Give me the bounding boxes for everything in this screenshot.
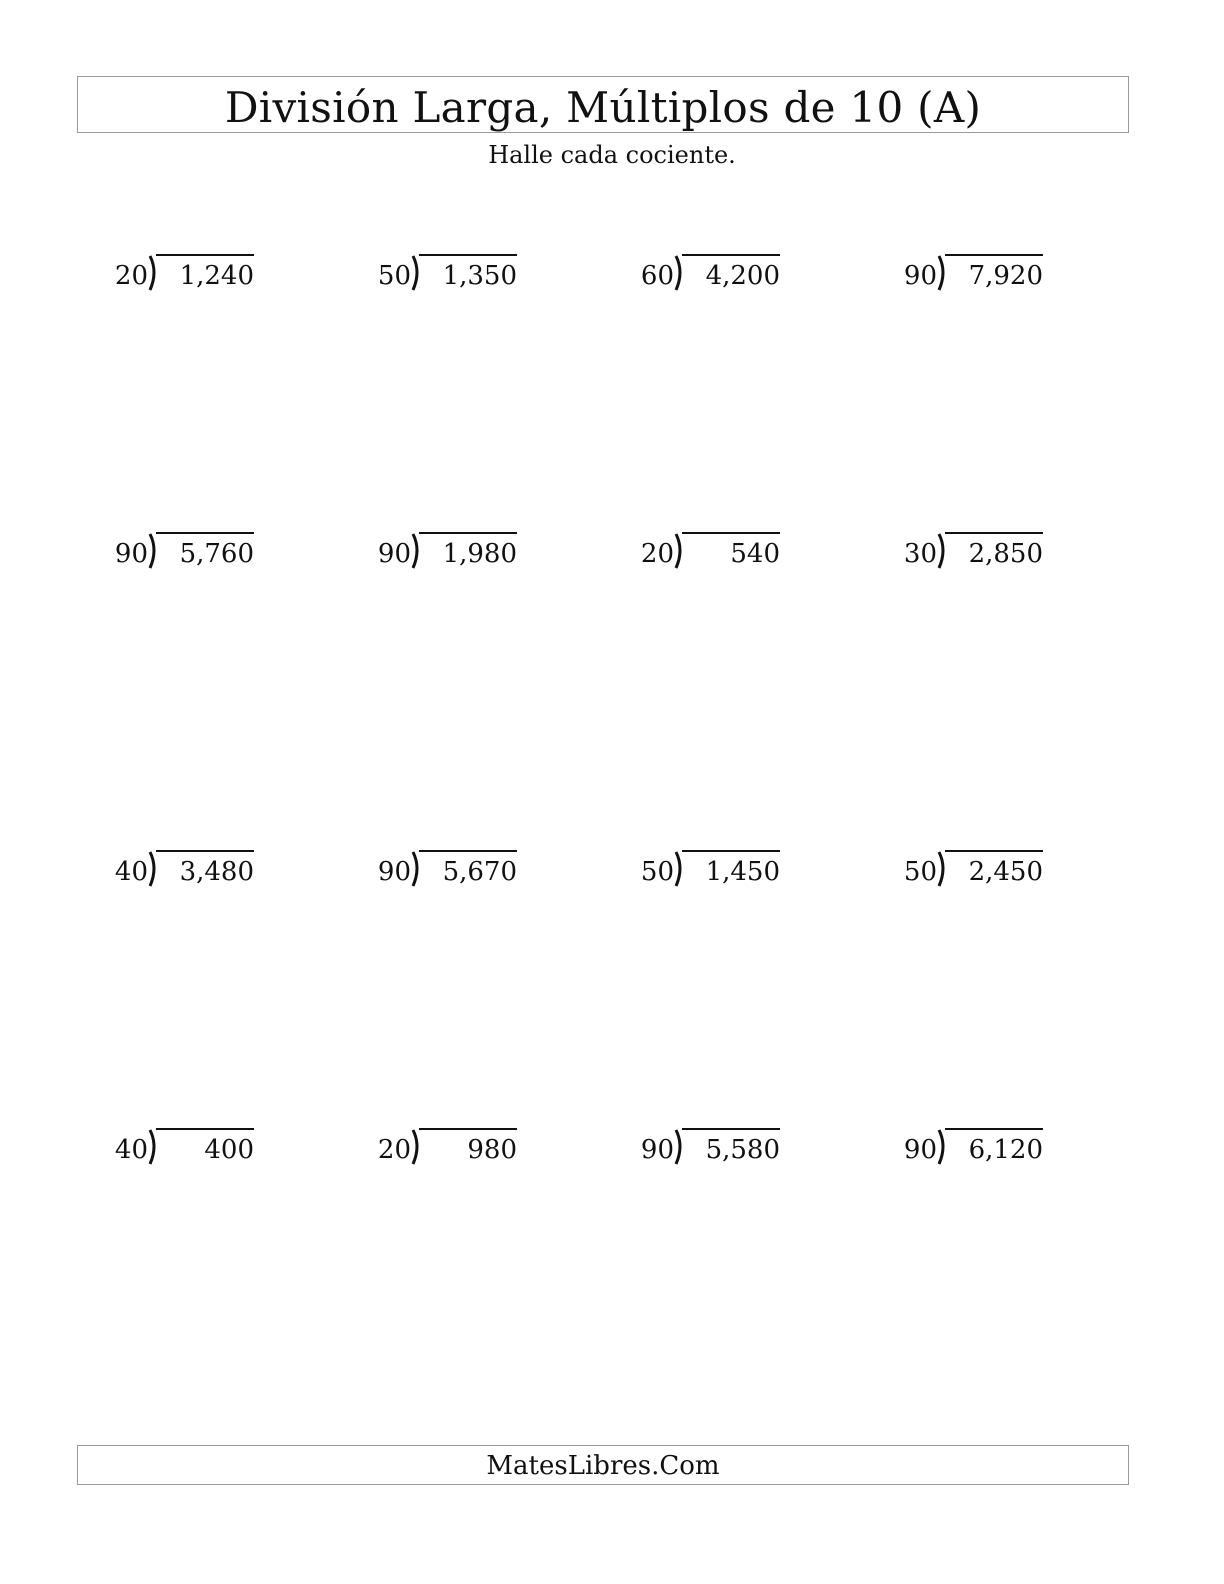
divisor: 40 — [114, 1135, 148, 1165]
divisor: 40 — [114, 857, 148, 887]
divisor: 20 — [114, 261, 148, 291]
dividend: 540 — [730, 539, 780, 569]
divisor: 50 — [640, 857, 674, 887]
division-bracket — [937, 532, 947, 572]
division-problem — [636, 1128, 796, 1172]
vinculum — [156, 254, 254, 256]
vinculum — [945, 1128, 1043, 1130]
division-bracket — [674, 254, 684, 294]
divisor: 90 — [377, 539, 411, 569]
dividend: 4,200 — [705, 261, 780, 291]
dividend: 980 — [467, 1135, 517, 1165]
dividend: 5,670 — [442, 857, 517, 887]
dividend: 1,350 — [442, 261, 517, 291]
division-bracket — [411, 532, 421, 572]
dividend: 1,450 — [705, 857, 780, 887]
page-title: División Larga, Múltiplos de 10 (A) — [224, 83, 982, 132]
dividend: 3,480 — [179, 857, 254, 887]
division-bracket — [148, 532, 158, 572]
division-problem — [110, 850, 270, 894]
division-bracket — [411, 254, 421, 294]
divisor: 90 — [114, 539, 148, 569]
divisor: 20 — [377, 1135, 411, 1165]
instructions: Halle cada cociente. — [488, 141, 736, 169]
vinculum — [156, 850, 254, 852]
division-bracket — [937, 254, 947, 294]
division-bracket — [411, 1128, 421, 1168]
vinculum — [419, 850, 517, 852]
dividend: 2,850 — [968, 539, 1043, 569]
dividend: 7,920 — [968, 261, 1043, 291]
division-problem — [110, 1128, 270, 1172]
division-bracket — [411, 850, 421, 890]
dividend: 5,760 — [179, 539, 254, 569]
dividend: 1,980 — [442, 539, 517, 569]
dividend: 400 — [204, 1135, 254, 1165]
divisor: 60 — [640, 261, 674, 291]
division-problem — [636, 532, 796, 576]
vinculum — [419, 532, 517, 534]
division-problem — [636, 850, 796, 894]
footer-site: MatesLibres.Com — [486, 1451, 720, 1481]
division-problem — [373, 254, 533, 298]
vinculum — [156, 1128, 254, 1130]
division-problem — [373, 1128, 533, 1172]
dividend: 6,120 — [968, 1135, 1043, 1165]
vinculum — [945, 532, 1043, 534]
vinculum — [419, 254, 517, 256]
divisor: 50 — [377, 261, 411, 291]
vinculum — [682, 1128, 780, 1130]
vinculum — [682, 532, 780, 534]
dividend: 5,580 — [705, 1135, 780, 1165]
division-problem — [899, 532, 1059, 576]
division-bracket — [937, 850, 947, 890]
divisor: 30 — [903, 539, 937, 569]
division-bracket — [674, 1128, 684, 1168]
division-bracket — [937, 1128, 947, 1168]
division-bracket — [148, 1128, 158, 1168]
divisor: 90 — [640, 1135, 674, 1165]
divisor: 50 — [903, 857, 937, 887]
vinculum — [682, 254, 780, 256]
vinculum — [945, 850, 1043, 852]
division-problem — [373, 532, 533, 576]
divisor: 90 — [903, 261, 937, 291]
divisor: 20 — [640, 539, 674, 569]
division-bracket — [674, 850, 684, 890]
division-bracket — [148, 850, 158, 890]
dividend: 2,450 — [968, 857, 1043, 887]
divisor: 90 — [377, 857, 411, 887]
footer-box — [77, 1445, 1129, 1485]
vinculum — [156, 532, 254, 534]
division-problem — [636, 254, 796, 298]
vinculum — [945, 254, 1043, 256]
division-bracket — [674, 532, 684, 572]
division-problem — [110, 254, 270, 298]
division-problem — [110, 532, 270, 576]
division-problem — [373, 850, 533, 894]
division-problem — [899, 254, 1059, 298]
division-problem — [899, 1128, 1059, 1172]
dividend: 1,240 — [179, 261, 254, 291]
vinculum — [682, 850, 780, 852]
division-problem — [899, 850, 1059, 894]
division-bracket — [148, 254, 158, 294]
vinculum — [419, 1128, 517, 1130]
divisor: 90 — [903, 1135, 937, 1165]
